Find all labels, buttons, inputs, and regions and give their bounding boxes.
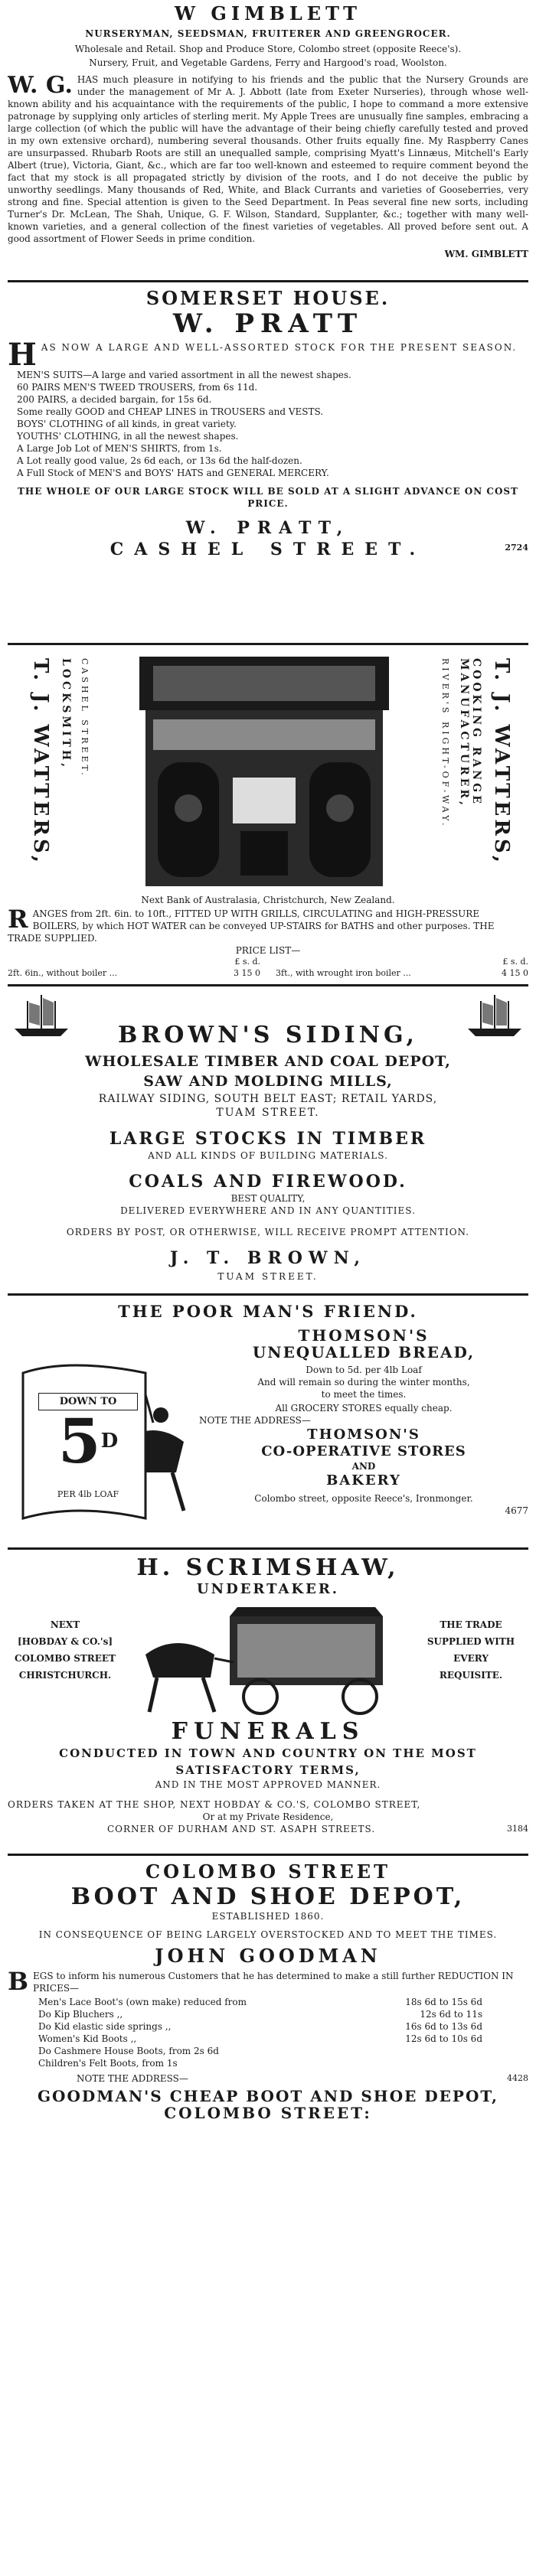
list-item: Women's Kid Boots ,, 12s 6d to 10s 6d [38, 2033, 482, 2044]
scrimshaw-name: H. SCRIMSHAW, [136, 1555, 400, 1581]
currency-header: £ s. d. [502, 957, 528, 967]
pratt-line: BOYS' CLOTHING of all kinds, in great variety. [17, 419, 237, 429]
watters-price-table [8, 957, 528, 980]
divider [8, 984, 528, 986]
pratt-ref: 2724 [505, 543, 528, 553]
list-item: Children's Felt Boots, from 1s [38, 2058, 178, 2069]
watters-left-trade: LOCKSMITH, [60, 658, 72, 771]
goodman-established: ESTABLISHED 1860. [211, 1911, 325, 1922]
banner-top: DOWN TO [38, 1393, 138, 1410]
thomson-line2: And will remain so during the winter months, [257, 1377, 470, 1387]
brown-orders: ORDERS BY POST, OR OTHERWISE, WILL RECEIVE PROMPT ATTENTION. [66, 1227, 470, 1237]
pratt-footer-name: W. PRATT, [185, 518, 351, 538]
divider [8, 280, 528, 282]
scrimshaw-orders3: CORNER OF DURHAM AND ST. ASAPH STREETS. [107, 1824, 376, 1834]
scrimshaw-ad [8, 1555, 528, 1849]
list-item: Do Cashmere House Boots, from 2s 6d [38, 2046, 219, 2056]
list-item: Do Kid elastic side springs ,, 16s 6d to 13s 6d [38, 2021, 482, 2032]
scrimshaw-orders2: Or at my Private Residence, [202, 1811, 334, 1822]
goodman-notice: IN CONSEQUENCE OF BEING LARGELY OVERSTOCKED AND TO MEET THE TIMES. [38, 1929, 498, 1940]
gimblett-initials: W. G. [8, 72, 73, 99]
goodman-depot: BOOT AND SHOE DEPOT, [70, 1883, 466, 1910]
gimblett-name: W GIMBLETT [175, 3, 361, 24]
sailing-ship-left [11, 992, 72, 1041]
scrimshaw-orders: ORDERS TAKEN AT THE SHOP, NEXT HOBDAY & CO.'S, COLOMBO STREET, [8, 1799, 421, 1810]
gimblett-ad [8, 3, 528, 276]
pratt-line: A Lot really good value, 2s 6d each, or 13s 6d the half-dozen. [17, 455, 302, 466]
sailing-ship-right [464, 992, 525, 1041]
thomson-headline: THE POOR MAN'S FRIEND. [118, 1302, 418, 1321]
pratt-house: SOMERSET HOUSE. [145, 288, 391, 309]
goodman-street: COLOMBO STREET [145, 1861, 391, 1883]
watters-right-street: RIVER'S RIGHT-OF-WAY. [440, 658, 450, 829]
watters-price-title: PRICE LIST— [235, 945, 301, 956]
banner-bottom: PER 4lb LOAF [57, 1489, 119, 1499]
pratt-footer-street: CASHEL STREET. [109, 540, 427, 559]
banner-price-row [38, 1405, 138, 1489]
brown-stocks-sub: AND ALL KINDS OF BUILDING MATERIALS. [148, 1150, 388, 1161]
pratt-lead-letter: H [8, 337, 37, 373]
brown-coals-quality: BEST QUALITY, [230, 1193, 306, 1204]
pratt-line: 60 PAIRS MEN'S TWEED TROUSERS, from 6s 11d. [17, 382, 258, 393]
thomson-store4: BAKERY [326, 1472, 401, 1489]
pratt-line: Some really GOOD and CHEAP LINES in TROUSERS and VESTS. [17, 406, 324, 417]
thomson-store2: CO-OPERATIVE STORES [261, 1443, 466, 1459]
watters-left-name: T. J. WATTERS, [29, 658, 52, 866]
gimblett-signature: WM. GIMBLETT [444, 249, 528, 259]
pratt-line: MEN'S SUITS—A large and varied assortment in all the newest shapes. [17, 370, 351, 380]
goodman-lead: EGS to inform his numerous Customers that he has determined to make a still further REDUCTION IN PRICES— [33, 1971, 514, 1994]
scrimshaw-right: THE TRADE SUPPLIED WITH EVERY REQUISITE. [427, 1619, 515, 1681]
range-stove-icon [138, 655, 391, 889]
bread-banner [38, 1393, 138, 1499]
thomson-line4: All GROCERY STORES equally cheap. [275, 1403, 453, 1414]
gimblett-body-block [8, 73, 528, 245]
hearse-icon [130, 1601, 406, 1716]
pratt-name: W. PRATT [172, 308, 364, 339]
goodman-footer2: COLOMBO STREET: [164, 2104, 372, 2122]
pratt-list [8, 369, 528, 479]
divider [8, 1293, 528, 1296]
brown-line4: TUAM STREET. [216, 1107, 320, 1119]
pratt-footer-street-row [8, 539, 528, 560]
brown-owner: J. T. BROWN, [170, 1248, 366, 1268]
thomson-note: NOTE THE ADDRESS— [199, 1415, 311, 1426]
price-row: 2ft. 6in., without boiler ... 3 15 0 [8, 968, 260, 978]
banner-price: 5 [57, 1405, 101, 1477]
watters-right-name: T. J. WATTERS, [490, 658, 513, 866]
watters-right-trade: COOKING RANGE MANUFACTURER, [458, 658, 482, 808]
watters-address: Next Bank of Australasia, Christchurch, New Zealand. [141, 895, 395, 905]
scrimshaw-ref: 3184 [507, 1824, 528, 1834]
goodman-lead-block [8, 1967, 528, 1996]
goodman-footer1: GOODMAN'S CHEAP BOOT AND SHOE DEPOT, [37, 2087, 499, 2105]
scrimshaw-left: NEXT [HOBDAY & CO.'s] COLOMBO STREET CHRISTCHURCH. [15, 1619, 116, 1681]
watters-text [8, 894, 528, 980]
watters-ad [8, 651, 528, 980]
brown-name: BROWN'S SIDING, [118, 1022, 418, 1048]
cooking-range-illustration [138, 655, 391, 889]
goodman-ad [8, 1861, 528, 2573]
watters-left-columns [29, 658, 90, 888]
scrimshaw-funerals: FUNERALS [171, 1718, 365, 1745]
thomson-address: Colombo street, opposite Reece's, Ironmonger. [254, 1493, 473, 1504]
scrimshaw-line2: AND IN THE MOST APPROVED MANNER. [155, 1779, 381, 1790]
pratt-line: 200 PAIRS, a decided bargain, for 15s 6d. [17, 394, 212, 405]
thomson-line1: Down to 5d. per 4lb Loaf [306, 1365, 422, 1375]
gimblett-line2: Nursery, Fruit, and Vegetable Gardens, Ferry and Hargood's road, Woolston. [89, 57, 447, 68]
watters-price-left [8, 957, 260, 980]
goodman-note-row [8, 2072, 528, 2085]
thomson-ref: 4677 [505, 1505, 528, 1516]
watters-body: ANGES from 2ft. 6in. to 10ft., FITTED UP WITH GRILLS, CIRCULATING and HIGH-PRESSURE BOILERS, by which HOT WATER can be conveyed UP-STAIRS for BATHS and other purposes. THE TRADE SUPPLIED. [8, 908, 495, 944]
ship-icon [11, 992, 72, 1038]
hearse-illustration [130, 1601, 406, 1716]
watters-left-street: CASHEL STREET. [80, 658, 90, 778]
thomson-ad [8, 1301, 528, 1543]
list-item: Do Kip Bluchers ,, 12s 6d to 11s [38, 2009, 482, 2020]
gimblett-line1: Wholesale and Retail. Shop and Produce Store, Colombo street (opposite Reece's). [74, 44, 462, 54]
watters-price-right [276, 957, 528, 980]
brown-street: TUAM STREET. [217, 1271, 319, 1282]
divider [8, 1854, 528, 1856]
currency-header: £ s. d. [234, 957, 260, 967]
pratt-ad [8, 288, 528, 637]
brown-line2: SAW AND MOLDING MILLS, [143, 1073, 393, 1090]
thomson-name: THOMSON'S [298, 1326, 430, 1345]
scrimshaw-trade: UNDERTAKER. [196, 1581, 340, 1597]
goodman-ref: 4428 [507, 2073, 528, 2083]
list-item: Men's Lace Boot's (own make) reduced from 18s 6d to 15s 6d [38, 1997, 482, 2007]
thomson-store1: THOMSON'S [307, 1427, 420, 1443]
thomson-store3: AND [351, 1461, 376, 1472]
pratt-line: A Full Stock of MEN'S and BOYS' HATS and GENERAL MERCERY. [17, 468, 329, 478]
ship-icon [464, 992, 525, 1038]
brown-stocks: LARGE STOCKS IN TIMBER [109, 1129, 427, 1149]
goodman-lead-letter: B [8, 1967, 29, 1996]
gimblett-trade: NURSERYMAN, SEEDSMAN, FRUITERER AND GREENGROCER. [85, 28, 451, 39]
thomson-line3: to meet the times. [321, 1389, 407, 1400]
pratt-line: A Large Job Lot of MEN'S SHIRTS, from 1s. [17, 443, 222, 454]
thomson-text [199, 1327, 528, 1517]
gimblett-body: HAS much pleasure in notifying to his friends and the public that the Nursery Grounds are under the management of Mr A. J. Abbott (late from Exeter Nurseries), through whose well-known ability and his acquaintance with the requirements of the public, I hope to command a more extensive patronage by supplying only articles of sterling merit. My Apple Trees are unusually fine samples, embracing a large collection (of which the public will have the advantage of their being chiefly carefully tested and proved in my own extensive orchard), numbering several thousands. Other fruits equally fine. My Raspberry Canes are unsurpassed. Rhubarb Roots are still an unequalled sample, comprising Myatt's Linnæus, Mitchell's Early Albert (true), Victoria, Giant, &c., which are far too well-known and esteemed to require comment beyond the fact that my stock is all propagated strictly by division of the roots, and I do not deceive the public by unworthy seedlings. Many thousands of Red, White, and Black Currants and varieties of Gooseberries, very strong and fine. Special attention is given to the Seed Department. In Peas several fine new sorts, including Turner's Dr. McLean, The Shah, Unique, G. F. Wilson, Standard, Supplanter, &c.; together with many well-known varieties, and a general collection of the finest varieties of vegetables. All proved before sent out. A good assortment of Flower Seeds in prime condition. [8, 74, 528, 244]
brown-line1: WHOLESALE TIMBER AND COAL DEPOT, [85, 1053, 451, 1070]
goodman-price-list [8, 1996, 528, 2069]
goodman-note: NOTE THE ADDRESS— [77, 2073, 188, 2084]
watters-lead-letter: R [8, 905, 28, 934]
scrimshaw-line1: CONDUCTED IN TOWN AND COUNTRY ON THE MOST SATISFACTORY TERMS, [59, 1746, 477, 1777]
watters-right-columns [440, 658, 513, 888]
scrimshaw-hearse-row [8, 1601, 528, 1716]
brown-coals: COALS AND FIREWOOD. [129, 1172, 407, 1192]
divider [8, 643, 528, 645]
pratt-lead: AS NOW A LARGE AND WELL-ASSORTED STOCK FOR THE PRESENT SEASON. [41, 342, 518, 353]
pratt-line: YOUTHS' CLOTHING, in all the newest shapes. [17, 431, 239, 442]
divider [8, 1547, 528, 1550]
brown-delivery: DELIVERED EVERYWHERE AND IN ANY QUANTITIES. [120, 1205, 416, 1216]
pratt-lead-block [8, 337, 528, 373]
price-row: 3ft., with wrought iron boiler ... 4 15 0 [276, 968, 528, 978]
pratt-notice: THE WHOLE OF OUR LARGE STOCK WILL BE SOLD AT A SLIGHT ADVANCE ON COST PRICE. [18, 486, 518, 509]
watters-body-block [8, 905, 528, 944]
thomson-product: UNEQUALLED BREAD, [252, 1343, 476, 1361]
banner-unit: D [100, 1430, 119, 1453]
brown-line3: RAILWAY SIDING, SOUTH BELT EAST; RETAIL YARDS, [98, 1093, 438, 1105]
goodman-owner: JOHN GOODMAN [155, 1945, 381, 1967]
scrimshaw-orders3-row [8, 1823, 528, 1835]
brown-ad [8, 992, 528, 1287]
